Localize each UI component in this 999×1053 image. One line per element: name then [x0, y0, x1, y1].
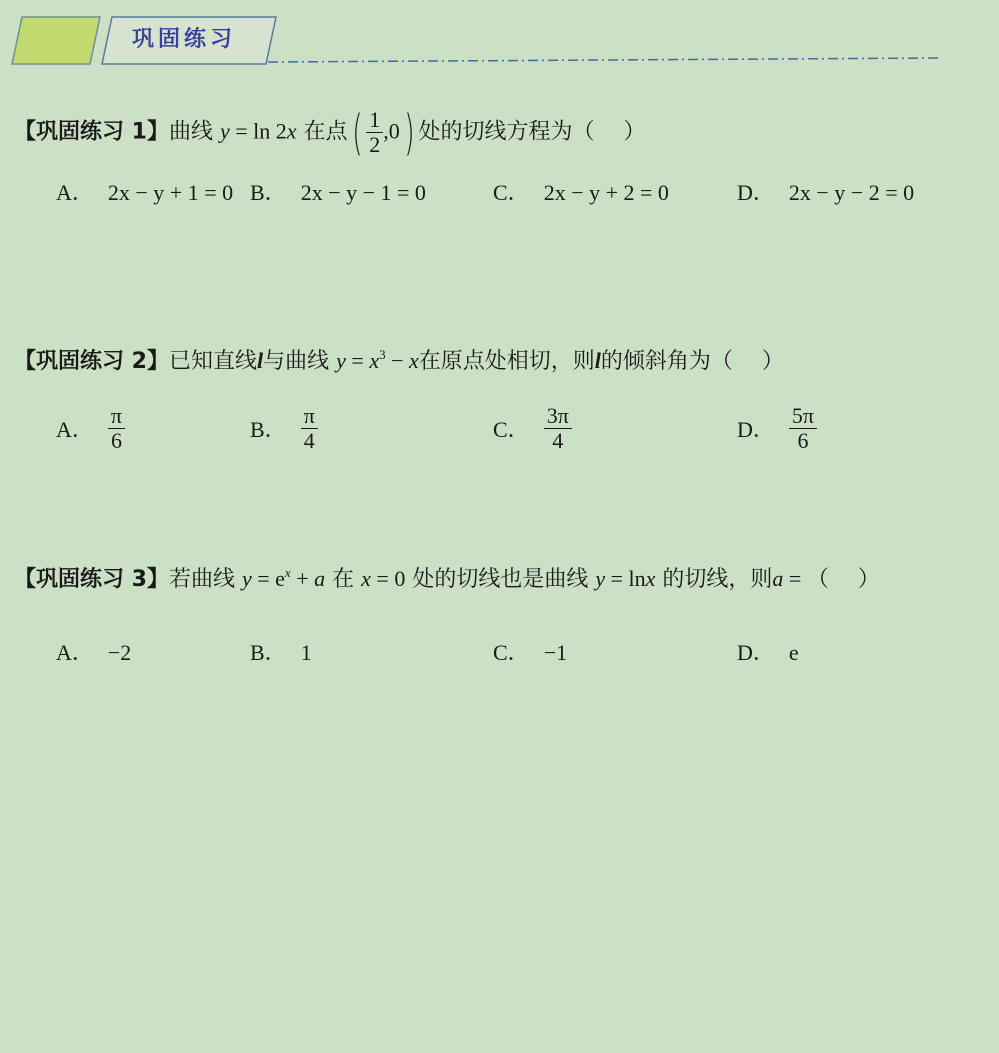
fraction-denominator: 4	[303, 428, 315, 453]
math-var: a	[772, 566, 784, 591]
fraction-numerator: 3π	[544, 404, 572, 429]
option-d[interactable]	[737, 176, 914, 207]
problem-text: 曲线	[168, 119, 213, 145]
problem-text: 处的切线也是曲线	[412, 567, 589, 592]
option-value: e	[788, 640, 799, 665]
math-var: x	[645, 566, 656, 591]
math-var: y	[336, 348, 346, 373]
fraction-numerator: 5π	[789, 404, 817, 429]
option-value: 2x − y − 2 = 0	[788, 180, 915, 205]
math-expr: ,0	[383, 118, 400, 144]
math-var: y	[241, 566, 252, 591]
option-letter: A．	[56, 417, 94, 442]
problem-3	[14, 562, 880, 593]
option-a[interactable]	[56, 176, 233, 207]
fraction-numerator: π	[301, 404, 318, 429]
math-expr: =	[345, 348, 370, 373]
header-dash-line	[268, 58, 940, 62]
banner-green-block	[12, 17, 100, 64]
option-letter: C．	[493, 180, 530, 205]
option-letter: A．	[56, 180, 94, 205]
option-c[interactable]	[493, 636, 567, 667]
header-title: 巩固练习	[132, 27, 237, 52]
problem-text: 的倾斜角为（ ）	[600, 349, 784, 374]
option-letter: C．	[493, 640, 530, 665]
math-exponent: 3	[379, 347, 386, 362]
problem-tag: 【巩固练习 1】	[14, 119, 169, 145]
option-a[interactable]	[56, 636, 131, 667]
math-expr: = e	[251, 566, 285, 591]
fraction-denominator: 6	[797, 428, 809, 453]
problem-2	[14, 344, 784, 375]
fraction-denominator: 4	[552, 428, 564, 453]
math-var: y	[219, 118, 230, 144]
right-paren: )	[404, 104, 415, 161]
option-value: 2x − y + 2 = 0	[543, 180, 669, 205]
math-exponent: x	[284, 565, 291, 580]
option-fraction	[544, 404, 572, 453]
math-var: a	[314, 566, 326, 591]
option-value: −2	[107, 640, 132, 665]
option-letter: B．	[250, 180, 287, 205]
math-var: l	[594, 348, 601, 373]
fraction-numerator: π	[108, 404, 125, 429]
option-value: 1	[300, 640, 312, 665]
math-var: x	[361, 566, 371, 591]
problem-text: 在	[332, 567, 355, 592]
left-paren: (	[351, 104, 363, 161]
option-fraction	[789, 404, 817, 453]
math-var: x	[369, 348, 380, 373]
option-b[interactable]	[250, 636, 312, 667]
option-value: 2x − y − 1 = 0	[300, 180, 426, 205]
problem-text: 的切线，则	[662, 567, 773, 592]
math-expr: =	[783, 566, 807, 591]
option-letter: D．	[737, 180, 775, 205]
problem-text: 已知直线	[168, 349, 257, 374]
problem-text: 在点	[303, 119, 348, 145]
option-value: −1	[543, 640, 568, 665]
fraction-numerator: 1	[366, 108, 383, 133]
section-header	[0, 0, 999, 80]
option-value: 2x − y + 1 = 0	[107, 180, 234, 205]
math-expr: = ln 2	[229, 118, 287, 144]
problem-1	[14, 104, 646, 161]
math-var: x	[409, 348, 419, 373]
math-expr: +	[290, 566, 315, 591]
math-var: x	[286, 118, 297, 144]
problem-tag: 【巩固练习 2】	[14, 349, 169, 374]
option-letter: D．	[737, 417, 775, 442]
option-letter: B．	[250, 640, 287, 665]
fraction-denominator: 6	[110, 428, 122, 453]
fraction-denominator: 2	[369, 132, 381, 157]
math-var: l	[256, 348, 264, 373]
option-b[interactable]	[250, 176, 426, 207]
option-letter: D．	[737, 640, 775, 665]
option-fraction	[301, 404, 318, 453]
option-c[interactable]	[493, 176, 669, 207]
problem-text: （ ）	[806, 567, 880, 592]
option-c[interactable]	[493, 404, 572, 453]
option-b[interactable]	[250, 404, 318, 453]
problem-text: 在原点处相切，则	[418, 349, 595, 374]
option-a[interactable]	[56, 404, 125, 453]
problem-text: 与曲线	[263, 349, 330, 374]
option-letter: B．	[250, 417, 287, 442]
option-d[interactable]	[737, 404, 817, 453]
math-expr: = ln	[605, 566, 646, 591]
fraction	[366, 108, 383, 157]
problem-tag: 【巩固练习 3】	[14, 567, 169, 592]
math-expr: = 0	[370, 566, 406, 591]
option-d[interactable]	[737, 636, 799, 667]
option-letter: A．	[56, 640, 94, 665]
option-fraction	[108, 404, 125, 453]
problem-text: 若曲线	[168, 567, 235, 592]
math-expr: −	[385, 348, 409, 373]
option-letter: C．	[493, 417, 530, 442]
math-var: y	[595, 566, 606, 591]
problem-text: 处的切线方程为（ ）	[418, 119, 646, 145]
